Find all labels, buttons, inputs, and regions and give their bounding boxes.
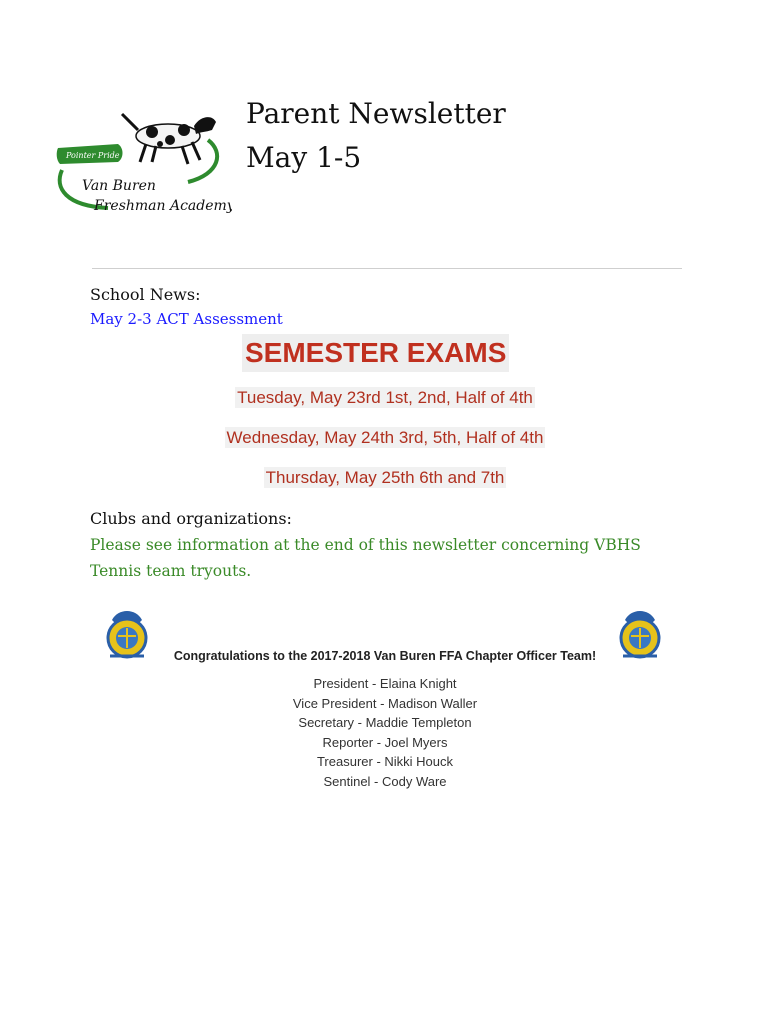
logo-badge-text: Pointer Pride [66, 151, 120, 160]
header-divider [92, 268, 682, 269]
exam-schedule-text: Tuesday, May 23rd 1st, 2nd, Half of 4th [237, 388, 533, 407]
officer-item: Treasurer - Nikki Houck [316, 754, 454, 770]
officer-item: Secretary - Maddie Templeton [298, 715, 472, 731]
officer-item: Vice President - Madison Waller [292, 695, 478, 711]
school-news-heading: School News: [90, 285, 201, 304]
exam-schedule-line [0, 428, 770, 448]
clubs-heading: Clubs and organizations: [90, 509, 292, 528]
act-assessment-note: May 2-3 ACT Assessment [90, 310, 283, 328]
officer-item: President - Elaina Knight [313, 676, 457, 691]
newsletter-date: May 1-5 [246, 141, 362, 174]
school-logo [48, 100, 232, 218]
exam-schedule-text: Wednesday, May 24th 3rd, 5th, Half of 4th [226, 428, 544, 447]
officer-item: Sentinel - Cody Ware [323, 773, 447, 789]
logo-school-name-line1: Van Buren [82, 178, 156, 194]
semester-exams-title: SEMESTER EXAMS [242, 334, 509, 372]
ffa-officer-heading: Congratulations to the 2017-2018 Van Buren FFA Chapter Officer Team! [173, 649, 597, 663]
exam-schedule-line [0, 468, 770, 488]
logo-school-name-line2: Freshman Academy [94, 198, 232, 214]
newsletter-title-block [246, 92, 506, 180]
exam-schedule-line [0, 388, 770, 408]
pointer-dog-logo [48, 100, 232, 218]
ffa-officer-list [0, 674, 770, 792]
officer-item: Reporter - Joel Myers [322, 734, 448, 750]
newsletter-title: Parent Newsletter [246, 97, 506, 130]
tennis-tryouts-note: Please see information at the end of this newsletter concerning VBHS Tennis team tryouts. [90, 536, 641, 580]
exam-schedule-text: Thursday, May 25th 6th and 7th [265, 468, 505, 487]
